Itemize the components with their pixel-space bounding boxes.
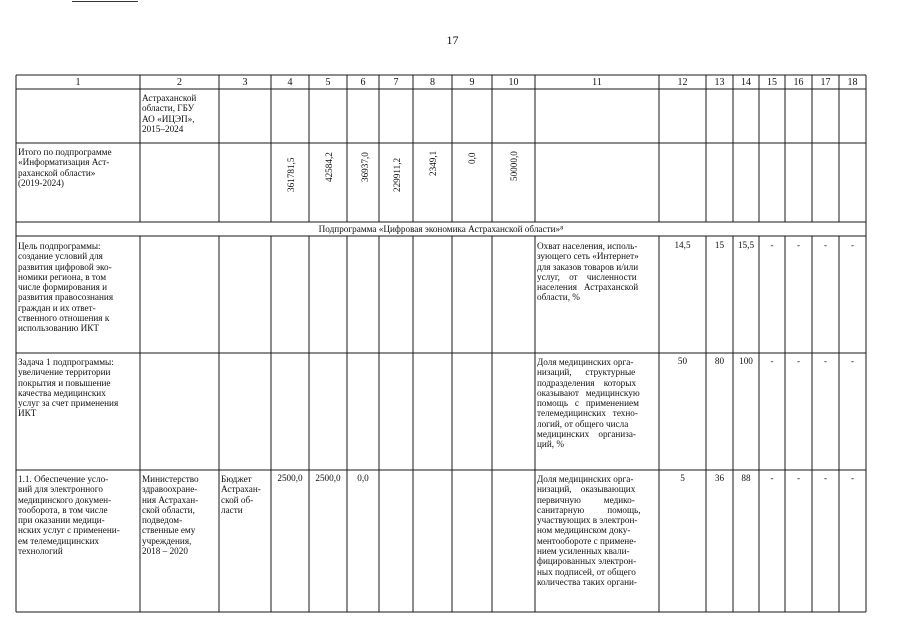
measure-1-1-col18: -	[850, 473, 855, 483]
measure-1-1-executor: Министерство здравоохране- ния Астрахан- ской области, подведом- ственные ему учреждения, 2018 – 2020	[142, 474, 199, 557]
col-header-4: 4	[287, 77, 293, 88]
goal-indicator: Охват населения, исполь- зующего сеть «Интернет» для заказов товаров и/или услуг, от численности населения Астраханской области, %	[537, 241, 639, 303]
task1-indicator: Доля медицинских орга- низаций, структурные подразделения которых оказывают медицинскую помощь с применением телемедицинских техно- логий, от общего числа медицинских организа- ций, %	[537, 357, 640, 450]
col-header-11: 11	[592, 77, 602, 88]
col-header-16: 16	[793, 77, 804, 88]
measure-1-1-indicator: Доля медицинских орга- низаций, оказывающих первичную медико- санитарную помощь, участвующих в электрон- ном медицинском доку- ментообороте с примене- нием усиленных квали- фицированных электрон- ных подписей, от общего количества таких органи-	[537, 474, 641, 587]
measure-1-1-col5: 2500,0	[315, 473, 341, 483]
col-header-2: 2	[177, 77, 182, 88]
measure-1-1-col12: 5	[680, 473, 685, 483]
col-header-17: 17	[820, 77, 831, 88]
total-col5: 42584,2	[324, 152, 334, 182]
task1-col13: 80	[714, 356, 725, 366]
goal-label: Цель подпрограммы: создание условий для развития цифровой эко- номики региона, в том числе формирования и развития правосознания граждан и их ответ- ственного отношения к использованию ИКТ	[18, 241, 114, 334]
goal-col18: -	[850, 240, 855, 250]
task1-col12: 50	[677, 356, 688, 366]
task1-label: Задача 1 подпрограммы: увеличение территории покрытия и повышение качества медицинских услуг за счет применения ИКТ	[18, 357, 119, 419]
measure-1-1-label: 1.1. Обеспечение усло- вий для электронного медицинского докумен- тооборота, в том числе при оказании медици- нских услуг с применени- ем телемедицинских технологий	[18, 474, 120, 557]
task1-col17: -	[823, 356, 828, 366]
header-rule	[72, 1, 138, 2]
goal-col17: -	[823, 240, 828, 250]
task1-col14: 100	[739, 356, 753, 366]
col-header-9: 9	[469, 77, 475, 88]
total-label: Итого по подпрограмме «Информатизация Аст- раханской области» (2019-2024)	[18, 147, 112, 188]
total-col9: 0,0	[467, 152, 477, 164]
measure-1-1-col6: 0,0	[357, 473, 369, 483]
col-header-12: 12	[677, 77, 688, 88]
total-col6: 36937,0	[360, 152, 370, 182]
total-col8: 2349,1	[428, 150, 438, 176]
measure-1-1-col14: 88	[741, 473, 751, 483]
goal-col12: 14,5	[674, 240, 691, 250]
col-header-10: 10	[508, 77, 519, 88]
goal-col16: -	[796, 240, 801, 250]
goal-col13: 15	[714, 240, 725, 250]
col-header-15: 15	[767, 77, 777, 88]
goal-col15: -	[770, 240, 774, 250]
col-header-8: 8	[430, 77, 435, 88]
measure-1-1-col15: -	[770, 473, 774, 483]
col-header-6: 6	[360, 77, 366, 88]
total-col7: 229911,2	[392, 157, 402, 192]
total-col4: 361781,5	[286, 157, 296, 192]
measure-1-1-col13: 36	[714, 473, 725, 483]
page-number: 17	[446, 33, 459, 47]
measure-1-1-source: Бюджет Астрахан- ской об- ласти	[221, 474, 261, 515]
col-header-3: 3	[242, 77, 248, 88]
measure-1-1-col17: -	[823, 473, 828, 483]
subprogram-title: Подпрограмма «Цифровая экономика Астраханской области»⁸	[318, 224, 564, 234]
col-header-7: 7	[393, 77, 399, 88]
task1-col16: -	[796, 356, 801, 366]
task1-col18: -	[850, 356, 855, 366]
col-header-5: 5	[325, 77, 331, 88]
col-header-13: 13	[714, 77, 725, 88]
col-header-14: 14	[741, 77, 751, 88]
col-header-1: 1	[75, 77, 81, 88]
task1-col15: -	[770, 356, 774, 366]
col-header-18: 18	[847, 77, 858, 88]
goal-col14: 15,5	[737, 240, 755, 250]
total-col10: 50000,0	[509, 151, 519, 181]
measure-1-1-col16: -	[796, 473, 801, 483]
measure-1-1-col4: 2500,0	[277, 473, 303, 483]
astrakhan-executor: Астраханской области, ГБУ АО «ИЦЭП», 2015–2024	[142, 93, 197, 134]
